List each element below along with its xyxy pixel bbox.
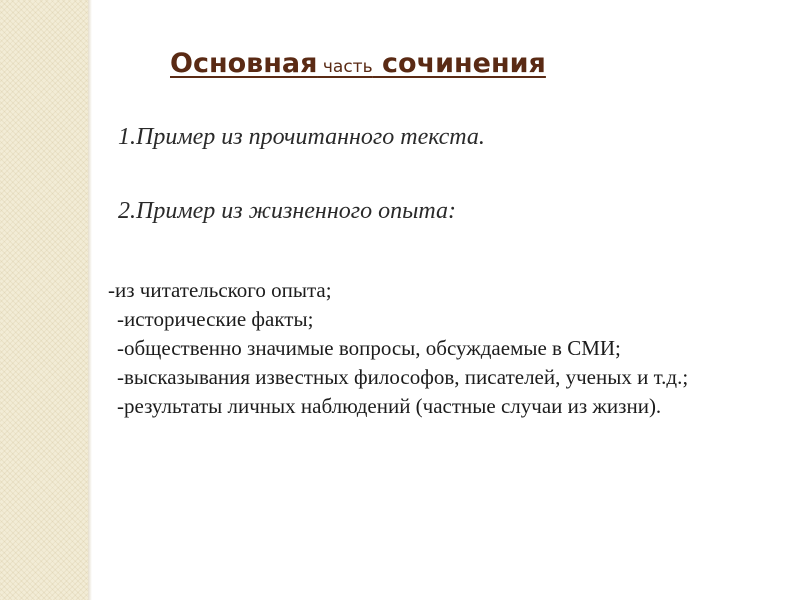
slide-title: [170, 46, 546, 85]
bullet-item-social-issues: -общественно значимые вопросы, обсуждаемые в СМИ;: [117, 336, 621, 360]
bullet-item-reading-experience: -из читательского опыта;: [108, 278, 332, 302]
bullet-item-historical-facts: -исторические факты;: [117, 307, 314, 331]
bullet-item-observations: -результаты личных наблюдений (частные случаи из жизни).: [117, 394, 662, 418]
numbered-item-2: 2.Пример из жизненного опыта:: [118, 198, 456, 224]
title-word-main: Основная: [170, 48, 318, 79]
numbered-item-1: 1.Пример из прочитанного текста.: [118, 124, 485, 150]
title-word-essay: сочинения: [372, 48, 546, 79]
decorative-side-stripe: [0, 0, 88, 600]
bullet-list: [108, 276, 778, 421]
bullet-item-quotes: -высказывания известных философов, писателей, ученых и т.д.;: [117, 365, 689, 389]
title-word-part: часть: [317, 57, 373, 77]
decorative-stripe-edge: [88, 0, 92, 600]
